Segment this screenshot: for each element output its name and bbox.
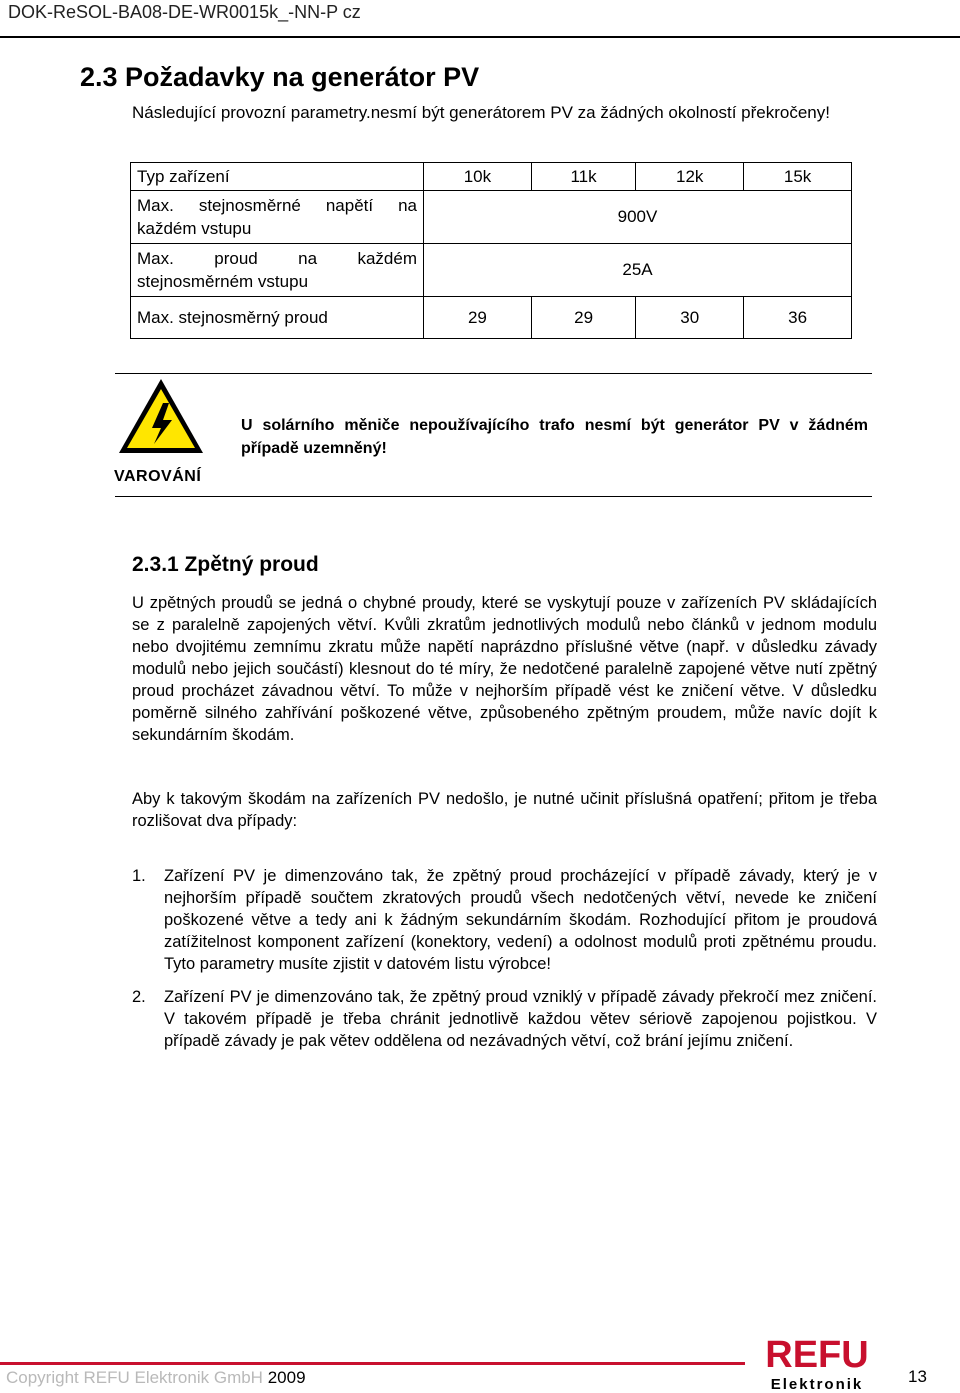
- copyright-text: Copyright REFU Elektronik GmbH: [6, 1368, 263, 1387]
- table-row: [131, 297, 852, 339]
- header-divider: [0, 36, 960, 38]
- warning-bottom-rule: [115, 496, 872, 497]
- table-cell: 29: [424, 297, 532, 339]
- footer-band: [0, 1362, 745, 1365]
- table-cell: 36: [744, 297, 852, 339]
- section-title: 2.3 Požadavky na generátor PV: [80, 62, 480, 92]
- table-cell: 29: [531, 297, 635, 339]
- logo-sub-text: Elektronik: [770, 1376, 864, 1393]
- parameter-table: [130, 162, 852, 339]
- copyright: [6, 1368, 306, 1388]
- subsection-title: 2.3.1 Zpětný proud: [132, 553, 319, 576]
- table-row: [131, 163, 852, 191]
- table-cell-label: Max. proud na každém stejnosměrném vstupu: [131, 244, 424, 297]
- refu-logo: [762, 1333, 872, 1393]
- paragraph: Aby k takovým škodám na zařízeních PV nedošlo, je nutné učinit příslušná opatření; přitom je třeba rozlišovat dva případy:: [132, 790, 877, 830]
- table-header-cell: 10k: [424, 163, 532, 191]
- page-number: 13: [908, 1367, 927, 1386]
- document-id: DOK-ReSOL-BA08-DE-WR0015k_-NN-P cz: [8, 2, 361, 22]
- list-number: 1.: [132, 867, 146, 885]
- paragraph: U zpětných proudů se jedná o chybné proudy, které se vyskytují pouze v zařízeních PV skládajících se z paralelně zapojených větví. Kvůli zkratům jednotlivých modulů nebo článků v jednom modulu nebo dvojitému zemnímu zkratu může napětí naprázdno příslušné větve (např. v důsledku závady modulů nebo jejich součástí) klesnout do té míry, že nedotčené paralelně zapojené větve nutí zpětný proud procházet závadnou větví. To může v nejhorším případě vést ke zničení větve. V důsledku poměrně silného zahřívání poškozené větve, způsobeného zpětným proudem, může navíc dojít k sekundárním škodám.: [132, 594, 877, 744]
- warning-top-rule: [115, 373, 872, 374]
- warning-text: U solárního měniče nepoužívajícího trafo nesmí být generátor PV v žádném případě uzemněný!: [241, 417, 868, 457]
- table-cell: 900V: [424, 191, 852, 244]
- table-header-cell: 12k: [636, 163, 744, 191]
- table-cell: 25A: [424, 244, 852, 297]
- section-intro: Následující provozní parametry.nesmí být generátorem PV za žádných okolností překročeny!: [132, 103, 830, 122]
- copyright-year: 2009: [267, 1368, 306, 1387]
- table-cell-label: Max. stejnosměrný proud: [131, 297, 424, 339]
- list-text: Zařízení PV je dimenzováno tak, že zpětný proud vzniklý v případě závady překročí mez zničení. V takovém případě je třeba chránit jednotlivě každou větev sériově zapojenou pojistkou. V případě závady je pak větev oddělena od nezávadných větví, což brání jejímu zničení.: [164, 988, 877, 1050]
- table-cell: 30: [636, 297, 744, 339]
- table-row: [131, 244, 852, 297]
- logo-main-text: REFU: [765, 1334, 869, 1376]
- list-text: Zařízení PV je dimenzováno tak, že zpětný proud procházející v případě závady, který je v nejhorším případě součtem zkratových proudů všech nedotčených větví, nevede ke zničení poškozené větve a tedy ani k žádným sekundárním škodám. Rozhodující přitom je proudová zatížitelnost komponent zařízení (konektory, vedení) a odolnost modulů proti zpětnému proudu. Tyto parametry musíte zjistit v datovém listu výrobce!: [164, 867, 877, 973]
- table-row: [131, 191, 852, 244]
- table-header-label: Typ zařízení: [131, 163, 424, 191]
- table-header-cell: 11k: [531, 163, 635, 191]
- list-number: 2.: [132, 988, 146, 1006]
- high-voltage-warning-icon: [116, 376, 206, 456]
- table-cell-label: Max. stejnosměrné napětí na každém vstupu: [131, 191, 424, 244]
- table-header-cell: 15k: [744, 163, 852, 191]
- warning-label: VAROVÁNÍ: [114, 468, 202, 485]
